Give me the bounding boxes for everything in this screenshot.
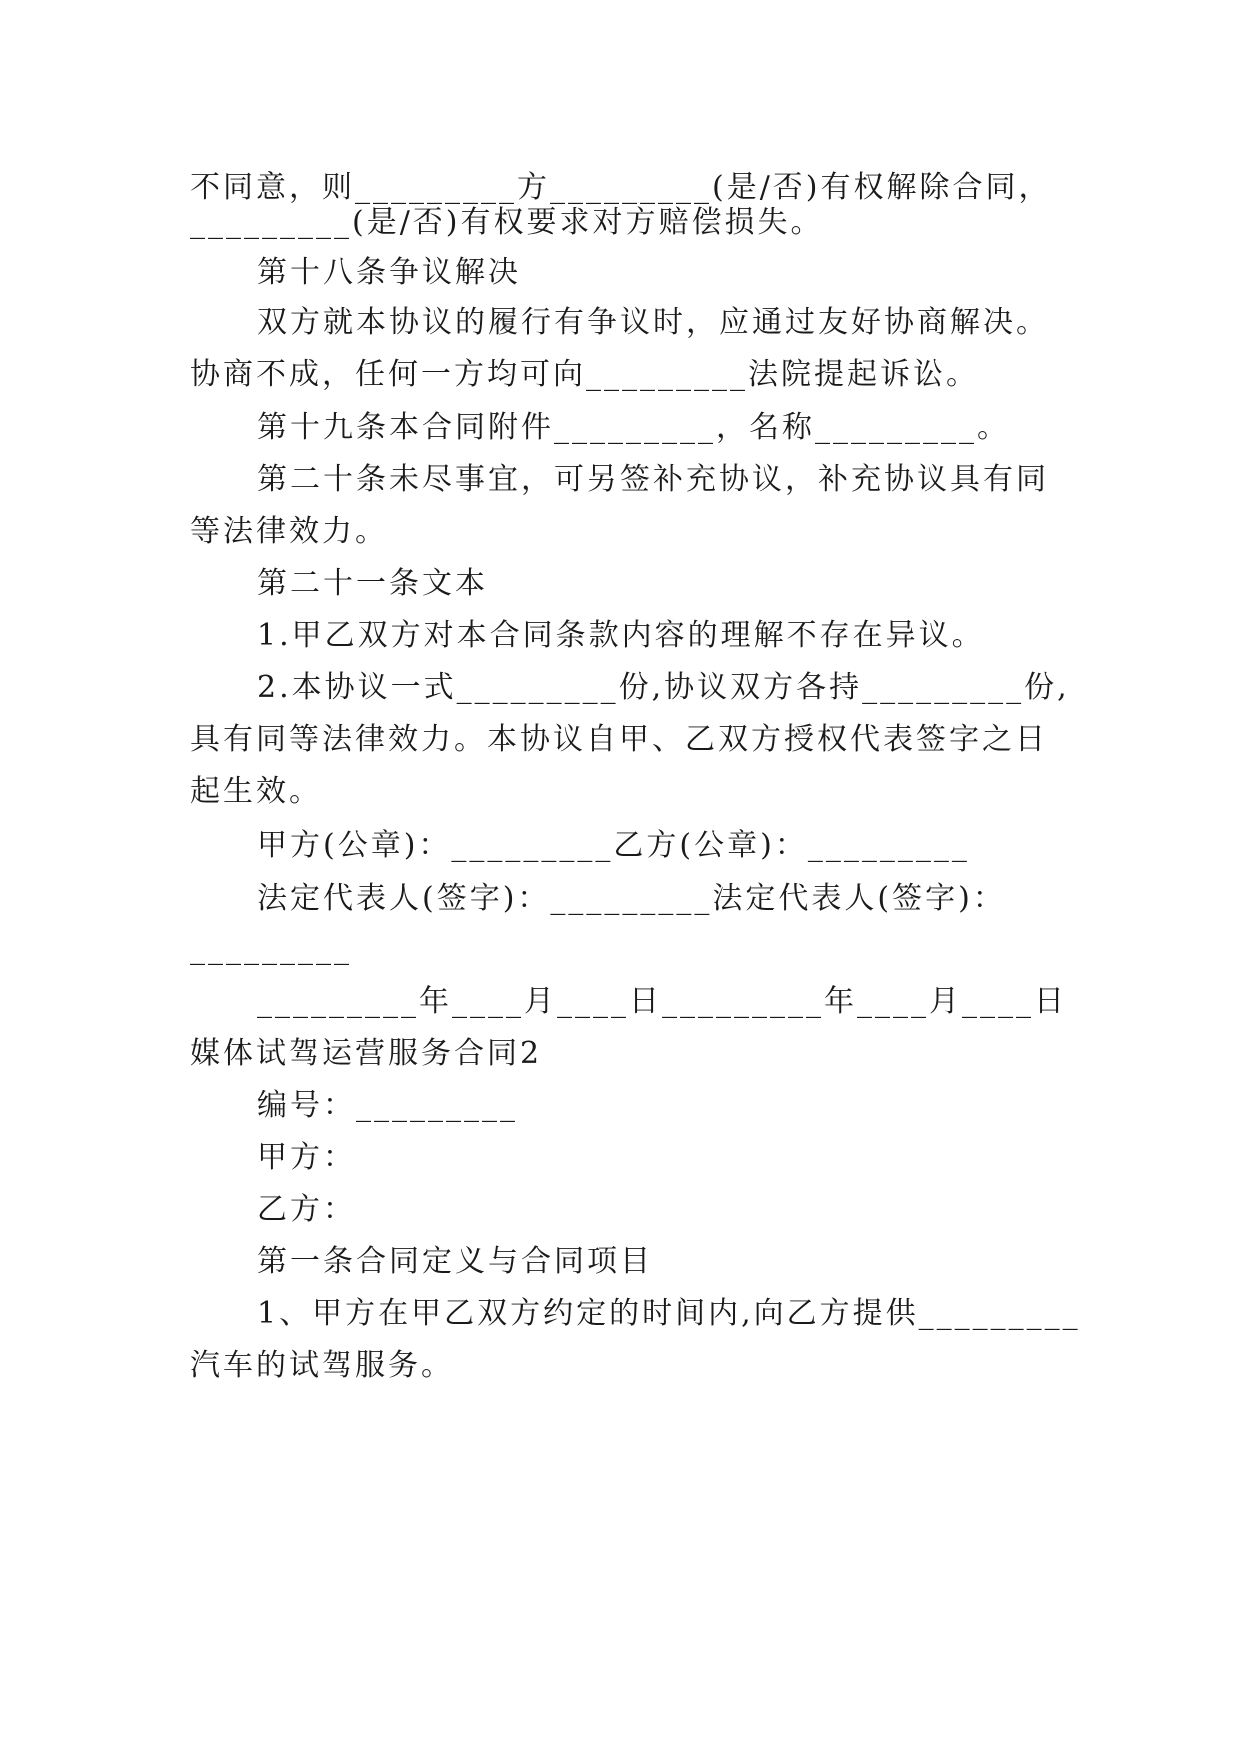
text-line: 2.本协议一式_________份,协议双方各持_________份, xyxy=(257,670,1070,705)
text-line: 甲方： xyxy=(257,1140,356,1175)
text-line: 1、甲方在甲乙双方约定的时间内,向乙方提供_________ xyxy=(257,1296,1081,1331)
text-line: 编号：_________ xyxy=(257,1088,518,1123)
text-line: 协商不成，任何一方均可向_________法院提起诉讼。 xyxy=(190,357,979,392)
section-heading: 第一条合同定义与合同项目 xyxy=(257,1244,653,1279)
text-line: 等法律效力。 xyxy=(190,514,388,549)
text-line: 具有同等法律效力。本协议自甲、乙双方授权代表签字之日 xyxy=(190,722,1048,757)
signature-blank: _________ xyxy=(190,931,352,966)
section-heading: 第二十一条文本 xyxy=(257,566,488,601)
signature-line: 甲方(公章)：_________乙方(公章)：_________ xyxy=(257,828,970,863)
text-line: 1.甲乙双方对本合同条款内容的理解不存在异议。 xyxy=(257,618,985,653)
section-heading: 第十八条争议解决 xyxy=(257,255,521,290)
date-line: _________年____月____日_________年____月____日 xyxy=(257,984,1067,1019)
text-line: 第二十条未尽事宜，可另签补充协议，补充协议具有同 xyxy=(257,462,1049,497)
text-line: 乙方： xyxy=(257,1192,356,1227)
text-line: 双方就本协议的履行有争议时，应通过友好协商解决。 xyxy=(257,305,1049,340)
text-line: 不同意，则_________方_________(是/否)有权解除合同， xyxy=(190,170,1052,205)
text-line: _________(是/否)有权要求对方赔偿损失。 xyxy=(190,205,824,240)
text-line: 汽车的试驾服务。 xyxy=(190,1348,454,1383)
text-line: 起生效。 xyxy=(190,774,322,809)
text-line: 第十九条本合同附件_________，名称_________。 xyxy=(257,410,1010,445)
document-title: 媒体试驾运营服务合同2 xyxy=(190,1036,543,1071)
signature-line: 法定代表人(签字)：_________法定代表人(签字)： xyxy=(257,881,1006,916)
